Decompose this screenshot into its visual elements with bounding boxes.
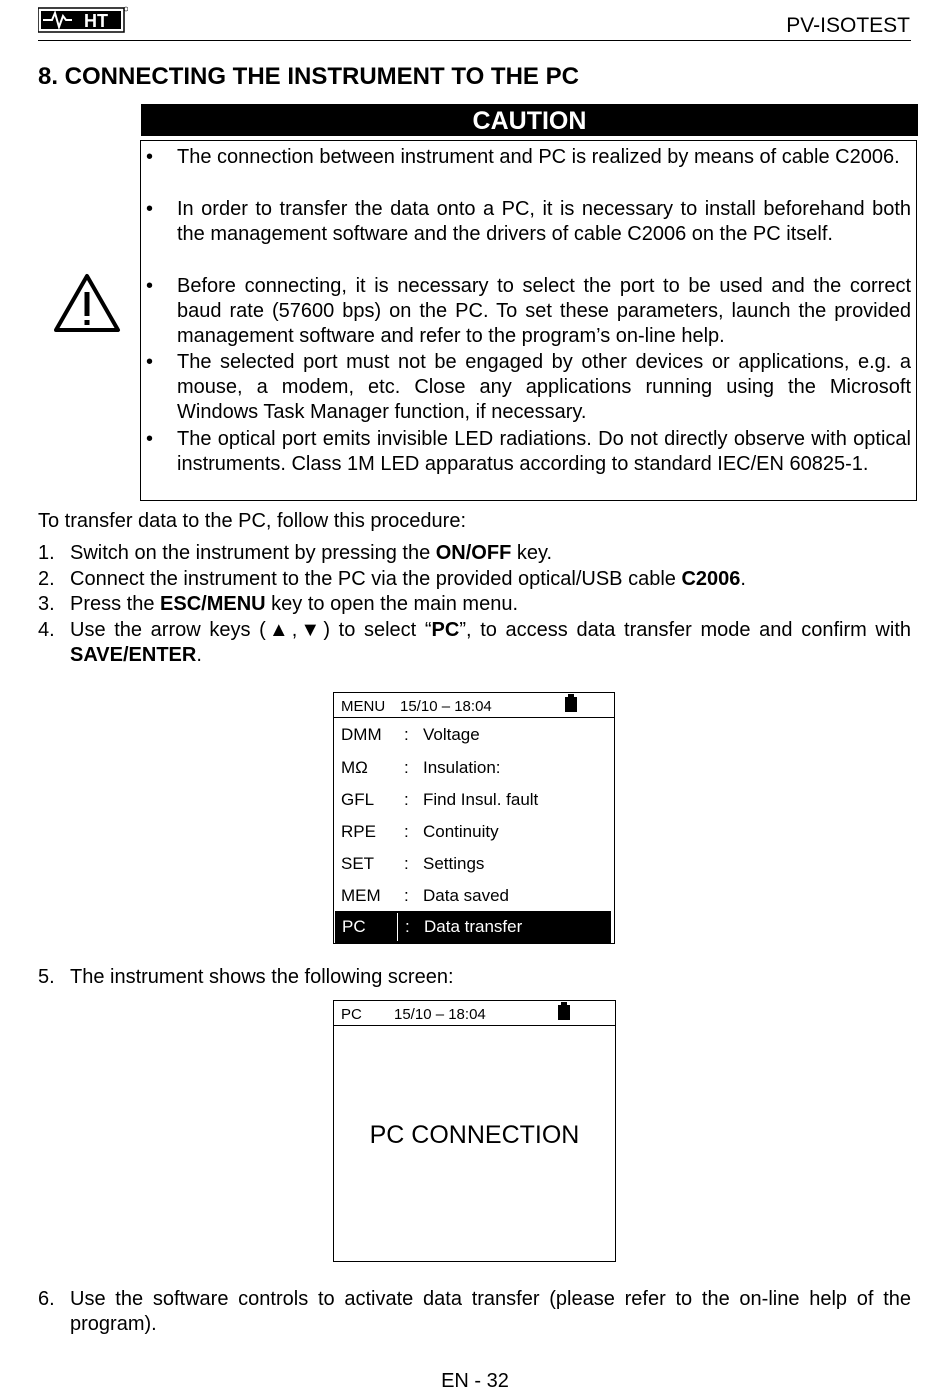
caution-text: The connection between instrument and PC is realized by means of cable C2006. xyxy=(177,146,900,168)
menu-item-dmm[interactable]: DMM : Voltage xyxy=(341,725,480,744)
menu-item-gfl[interactable]: GFL : Find Insul. fault xyxy=(341,790,539,809)
screen-header xyxy=(334,693,614,718)
menu-item-rpe[interactable]: RPE : Continuity xyxy=(341,822,499,841)
caution-text: The optical port emits invisible LED radiations. Do not directly observe with optical instruments. Class 1M LED apparatus according to standard IEC/EN 60825-1. xyxy=(177,428,911,475)
caution-text: Before connecting, it is necessary to select the port to be used and the correct baud rate (57600 bps) on the PC. To set these parameters, launch the provided management software and refer to the program’s on-line help. xyxy=(177,275,911,347)
step-number: 3. xyxy=(38,593,55,615)
document-id: PV-ISOTEST xyxy=(786,14,910,37)
screen-header xyxy=(334,1001,615,1026)
section-title: 8. CONNECTING THE INSTRUMENT TO THE PC xyxy=(38,63,579,90)
step-number: 5. xyxy=(38,966,55,988)
screen-datetime: 15/10 – 18:04 xyxy=(394,1006,486,1023)
step-number: 6. xyxy=(38,1288,55,1310)
procedure-intro: To transfer data to the PC, follow this procedure: xyxy=(38,510,466,532)
page-number: EN - 32 xyxy=(441,1370,509,1392)
logo-text: HT xyxy=(84,11,108,31)
step-text: The instrument shows the following screen: xyxy=(70,966,454,988)
menu-item-megaohm[interactable]: MΩ : Insulation: xyxy=(341,758,501,777)
step-number: 4. xyxy=(38,619,55,641)
menu-item-pc-selected[interactable]: PC : Data transfer xyxy=(335,911,611,943)
step-text: Use the software controls to activate data transfer (please refer to the on-line help of the program). xyxy=(70,1288,911,1335)
bullet-dot-icon: • xyxy=(146,351,154,373)
bullet-dot-icon: • xyxy=(146,428,154,450)
battery-icon xyxy=(558,1005,570,1020)
screen-title: PC xyxy=(341,1006,362,1023)
bullet-dot-icon: • xyxy=(146,198,154,220)
step-number: 2. xyxy=(38,568,55,590)
caution-text: The selected port must not be engaged by other devices or applications, e.g. a mouse, a modem, etc. Close any applications running using the Microsoft Windows Task Manager function, if necessary. xyxy=(177,351,911,423)
header-divider xyxy=(38,40,911,41)
step-text: Use the arrow keys (▲,▼) to select “PC”, to access data transfer mode and confirm with SAVE/ENTER. xyxy=(70,619,911,666)
bullet-dot-icon: • xyxy=(146,275,154,297)
pc-connection-message: PC CONNECTION xyxy=(369,1121,580,1149)
step-text: Connect the instrument to the PC via the provided optical/USB cable C2006. xyxy=(70,568,746,590)
menu-item-set[interactable]: SET : Settings xyxy=(341,854,485,873)
caution-box xyxy=(140,140,917,501)
ht-logo xyxy=(38,4,128,34)
screen-title: MENU xyxy=(341,698,386,715)
caution-text: In order to transfer the data onto a PC, it is necessary to install beforehand both the management software and the drivers of cable C2006 on the PC itself. xyxy=(177,198,911,245)
instrument-menu-screen xyxy=(333,692,615,944)
step-number: 1. xyxy=(38,542,55,564)
battery-icon xyxy=(565,697,577,712)
instrument-pc-screen xyxy=(333,1000,616,1262)
step-text: Press the ESC/MENU key to open the main menu. xyxy=(70,593,518,615)
caution-title: CAUTION xyxy=(141,104,918,136)
screen-datetime: 15/10 – 18:04 xyxy=(400,698,492,715)
menu-item-mem[interactable]: MEM : Data saved xyxy=(341,886,509,905)
bullet-dot-icon: • xyxy=(146,146,154,168)
step-text: Switch on the instrument by pressing the ON/OFF key. xyxy=(70,542,553,564)
warning-triangle-icon xyxy=(52,272,122,334)
